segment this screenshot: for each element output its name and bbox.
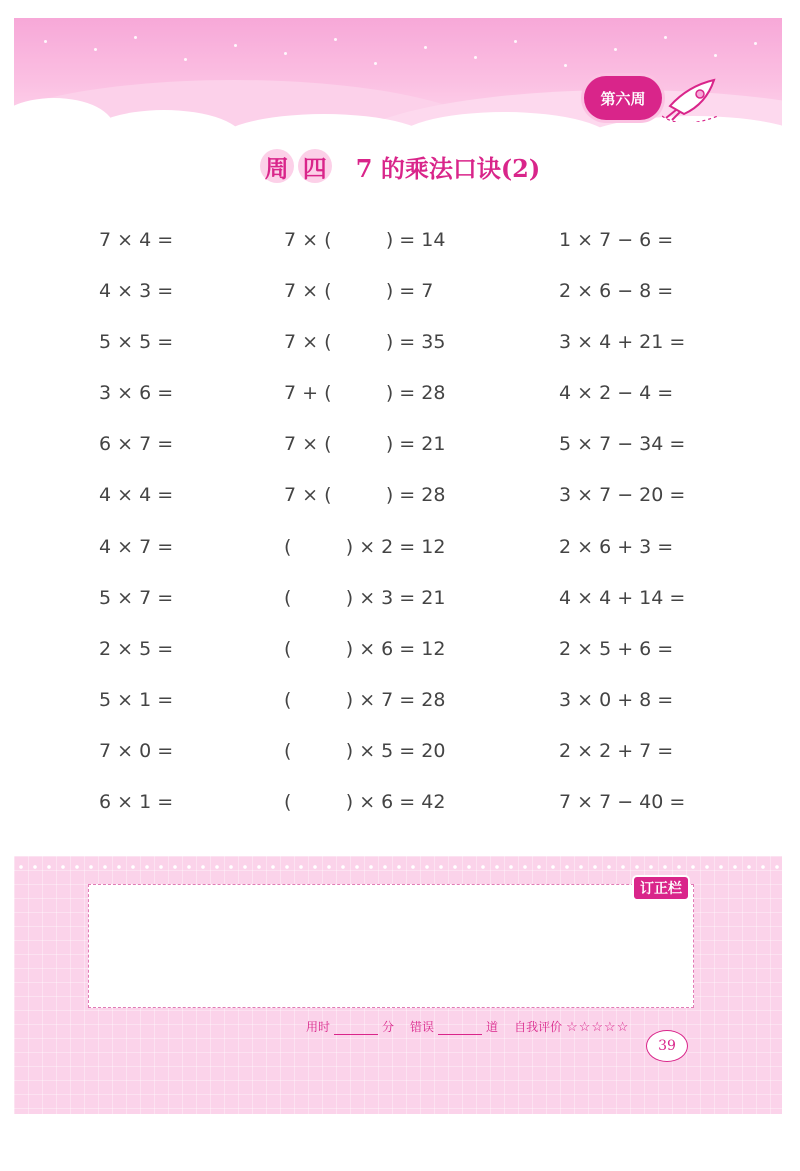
problem-col1: 3 × 6 = [99,382,174,404]
problem-col1: 5 × 5 = [99,331,174,353]
problem-col3: 2 × 6 − 8 = [559,280,674,302]
problem-col1: 6 × 7 = [99,433,174,455]
page-title [0,140,800,192]
correction-area[interactable] [88,884,694,1008]
sparkle [374,62,377,65]
problem-col2: 7 + ( ) = 28 [284,382,446,404]
minutes-label: 分 [382,1020,395,1034]
problem-row [0,573,800,624]
sparkle [134,36,137,39]
problem-col2: 7 × ( ) = 7 [284,280,434,302]
problem-col1: 4 × 4 = [99,484,174,506]
self-eval-label: 自我评价 [514,1020,563,1034]
problem-row [0,470,800,521]
problem-col3: 2 × 5 + 6 = [559,638,674,660]
problem-row [0,624,800,675]
errors-label: 错误 [410,1020,435,1034]
problem-row [0,419,800,470]
rocket-icon [662,72,722,122]
sparkle [44,40,47,43]
problem-col3: 4 × 2 − 4 = [559,382,674,404]
sparkle [514,40,517,43]
sparkle [474,56,477,59]
problem-col2: 7 × ( ) = 35 [284,331,446,353]
sparkle [234,44,237,47]
problem-col2: ( ) × 5 = 20 [284,740,446,762]
sparkle [714,54,717,57]
problem-col3: 2 × 6 + 3 = [559,536,674,558]
problem-col3: 5 × 7 − 34 = [559,433,686,455]
sparkle [94,48,97,51]
problem-row [0,317,800,368]
sparkle [334,38,337,41]
problem-row [0,726,800,777]
day-chip: 四 [298,149,332,183]
problem-col2: ( ) × 6 = 12 [284,638,446,660]
perforation-edge [14,864,782,870]
problem-col3: 7 × 7 − 40 = [559,791,686,813]
problem-col2: 7 × ( ) = 21 [284,433,446,455]
problem-col3: 3 × 0 + 8 = [559,689,674,711]
sparkle [284,52,287,55]
problem-col1: 2 × 5 = [99,638,174,660]
page-number: 39 [646,1030,688,1062]
sparkle [754,42,757,45]
sparkle [424,46,427,49]
self-check-line [306,1018,629,1035]
problem-col1: 6 × 1 = [99,791,174,813]
problem-col1: 4 × 3 = [99,280,174,302]
problem-col2: ( ) × 7 = 28 [284,689,446,711]
questions-label: 道 [486,1020,499,1034]
problem-col2: 7 × ( ) = 28 [284,484,446,506]
problem-col2: 7 × ( ) = 14 [284,229,446,251]
worksheet-title: 7 的乘法口诀(2) [355,153,541,183]
sparkle [614,48,617,51]
problem-col1: 4 × 7 = [99,536,174,558]
star-rating[interactable]: ☆☆☆☆☆ [566,1019,630,1034]
problem-col1: 5 × 7 = [99,587,174,609]
problem-col2: ( ) × 3 = 21 [284,587,446,609]
time-blank[interactable] [334,1022,378,1035]
problem-col3: 3 × 4 + 21 = [559,331,686,353]
problem-row [0,675,800,726]
problem-col1: 7 × 0 = [99,740,174,762]
problem-col1: 7 × 4 = [99,229,174,251]
day-chip: 周 [260,149,294,183]
problem-row [0,368,800,419]
problem-col3: 1 × 7 − 6 = [559,229,674,251]
sparkle [664,36,667,39]
problem-row [0,266,800,317]
week-badge: 第六周 [584,76,662,120]
sparkle [564,64,567,67]
correction-panel [14,856,782,1114]
problem-col2: ( ) × 6 = 42 [284,791,446,813]
problem-col3: 3 × 7 − 20 = [559,484,686,506]
errors-blank[interactable] [438,1022,482,1035]
time-label: 用时 [306,1020,331,1034]
problem-row [0,215,800,266]
problem-row [0,522,800,573]
sparkle [184,58,187,61]
problem-col3: 2 × 2 + 7 = [559,740,674,762]
problem-col1: 5 × 1 = [99,689,174,711]
problem-col3: 4 × 4 + 14 = [559,587,686,609]
problem-row [0,777,800,828]
problem-col2: ( ) × 2 = 12 [284,536,446,558]
correction-label: 订正栏 [634,877,688,899]
